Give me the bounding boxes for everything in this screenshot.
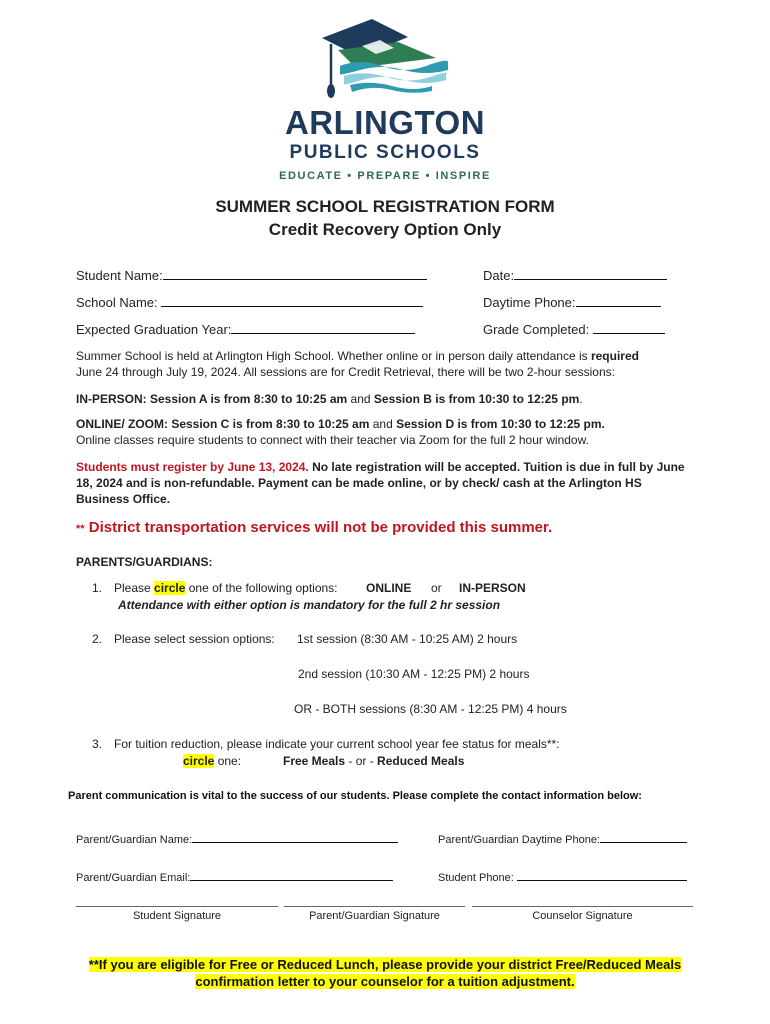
student-phone-label: Student Phone: <box>438 872 514 884</box>
student-phone-line[interactable] <box>517 869 687 881</box>
daytime-phone-line[interactable] <box>576 293 661 307</box>
transport-stars: ** <box>76 523 85 535</box>
q1-text-a: Please <box>114 581 155 595</box>
q1-attendance-note: Attendance with either option is mandatory for the full 2 hr session <box>118 598 501 612</box>
logo-name: ARLINGTON <box>284 104 486 141</box>
oar-blade <box>327 84 335 98</box>
meals-options <box>283 754 464 768</box>
option-online[interactable]: ONLINE <box>366 581 412 595</box>
q3-prompt: For tuition reduction, please indicate your current school year fee status for meals**: <box>114 737 560 751</box>
q3-circle: circle <box>183 754 215 768</box>
student-signature-label: Student Signature <box>132 910 222 922</box>
guardian-name-line[interactable] <box>192 831 398 843</box>
grad-year-label: Expected Graduation Year: <box>76 322 232 337</box>
guardian-signature-label: Parent/Guardian Signature <box>309 910 440 922</box>
counselor-signature-label: Counselor Signature <box>532 910 633 922</box>
session-option-2[interactable]: 2nd session (10:30 AM - 12:25 PM) 2 hours <box>298 667 530 681</box>
transport-text: District transportation services will not be provided this summer. <box>84 519 553 536</box>
grad-year-line[interactable] <box>231 320 415 334</box>
guardian-phone-label: Parent/Guardian Daytime Phone: <box>438 834 601 846</box>
free-reduced-lunch-note <box>75 956 695 990</box>
deadline-paragraph <box>76 459 696 507</box>
inperson-session-a: IN-PERSON: Session A is from 8:30 to 10:25 am <box>76 392 348 406</box>
option-free-meals[interactable]: Free Meals <box>283 754 346 768</box>
student-phone-field[interactable] <box>438 869 687 884</box>
date-field[interactable] <box>483 266 667 283</box>
guardian-name-label: Parent/Guardian Name: <box>76 834 193 846</box>
q3-number: 3. <box>92 737 103 751</box>
daytime-phone-field[interactable] <box>483 293 661 310</box>
online-session-d: Session D is from 10:30 to 12:25 pm. <box>396 417 605 431</box>
school-name-line[interactable] <box>161 293 423 307</box>
wave-2 <box>344 73 447 85</box>
logo-tagline: EDUCATE • PREPARE • INSPIRE <box>279 170 491 182</box>
grade-completed-line[interactable] <box>593 320 665 334</box>
guardian-name-field[interactable] <box>76 831 398 846</box>
info-text-2: June 24 through July 19, 2024. All sessions are for Credit Retrieval, there will be two 2-hour sessions: <box>76 365 615 379</box>
q1-prompt <box>114 581 338 595</box>
q3-one: one: <box>214 754 242 768</box>
meals-or: - or - <box>345 754 378 768</box>
wave-3 <box>350 83 432 93</box>
transport-notice <box>76 519 552 536</box>
q2-prompt: Please select session options: <box>114 632 275 646</box>
student-name-label: Student Name: <box>76 268 163 283</box>
q1-text-b: one of the following options: <box>185 581 338 595</box>
inperson-session-b: Session B is from 10:30 to 12:25 pm <box>373 392 580 406</box>
daytime-phone-label: Daytime Phone: <box>483 295 576 310</box>
q1-circle: circle <box>154 581 186 595</box>
q1-or: or <box>431 581 442 595</box>
session-option-1[interactable]: 1st session (8:30 AM - 10:25 AM) 2 hours <box>297 632 518 646</box>
q2-number: 2. <box>92 632 103 646</box>
info-text-1: Summer School is held at Arlington High School. Whether online or in person daily attendance is <box>76 349 591 363</box>
logo-sub: PUBLIC SCHOOLS <box>289 142 481 163</box>
guardian-phone-line[interactable] <box>600 831 687 843</box>
info-paragraph <box>76 348 696 380</box>
student-name-line[interactable] <box>163 266 427 280</box>
footer-note-text: **If you are eligible for Free or Reduced Lunch, please provide your district Free/Reduced Meals confirmation letter to your counselor for a tuition adjustment. <box>88 957 682 989</box>
info-required: required <box>590 349 639 363</box>
inperson-period: . <box>579 392 583 406</box>
school-name-label: School Name: <box>76 295 158 310</box>
deadline-rest: No late registration will be accepted. Tuition is due in full by June 18, 2024 and is non-refundable. Payment can be made online, or by check/ cash at the Arlington HS Business Office. <box>76 460 685 506</box>
counselor-signature-line[interactable] <box>472 906 693 907</box>
online-note: Online classes require students to connect with their teacher via Zoom for the full 2 hour window. <box>76 433 589 447</box>
form-title: SUMMER SCHOOL REGISTRATION FORM <box>215 197 555 216</box>
option-reduced-meals[interactable]: Reduced Meals <box>377 754 465 768</box>
guardian-signature-line[interactable] <box>284 906 465 907</box>
session-option-both[interactable]: OR - BOTH sessions (8:30 AM - 12:25 PM) 4 hours <box>294 702 567 716</box>
date-line[interactable] <box>514 266 667 280</box>
grad-year-field[interactable] <box>76 320 415 337</box>
q1-number: 1. <box>92 581 103 595</box>
contact-intro: Parent communication is vital to the success of our students. Please complete the contact information below: <box>68 790 642 802</box>
parents-heading: PARENTS/GUARDIANS: <box>76 555 213 569</box>
inperson-paragraph <box>76 391 696 407</box>
guardian-email-field[interactable] <box>76 869 393 884</box>
student-name-field[interactable] <box>76 266 427 283</box>
q3-circle-prompt <box>183 754 241 768</box>
online-paragraph <box>76 416 696 448</box>
school-name-field[interactable] <box>76 293 423 310</box>
date-label: Date: <box>483 268 515 283</box>
guardian-email-label: Parent/Guardian Email: <box>76 872 191 884</box>
student-signature-line[interactable] <box>76 906 278 907</box>
form-subtitle: Credit Recovery Option Only <box>268 220 502 239</box>
option-in-person[interactable]: IN-PERSON <box>459 581 526 595</box>
inperson-and: and <box>347 392 374 406</box>
online-and: and <box>369 417 397 431</box>
guardian-email-line[interactable] <box>190 869 393 881</box>
deadline-red: Students must register by June 13, 2024. <box>76 460 309 474</box>
grade-completed-field[interactable] <box>483 320 665 337</box>
guardian-phone-field[interactable] <box>438 831 687 846</box>
online-session-c: ONLINE/ ZOOM: Session C is from 8:30 to 10:25 am <box>76 417 370 431</box>
grade-completed-label: Grade Completed: <box>483 322 590 337</box>
